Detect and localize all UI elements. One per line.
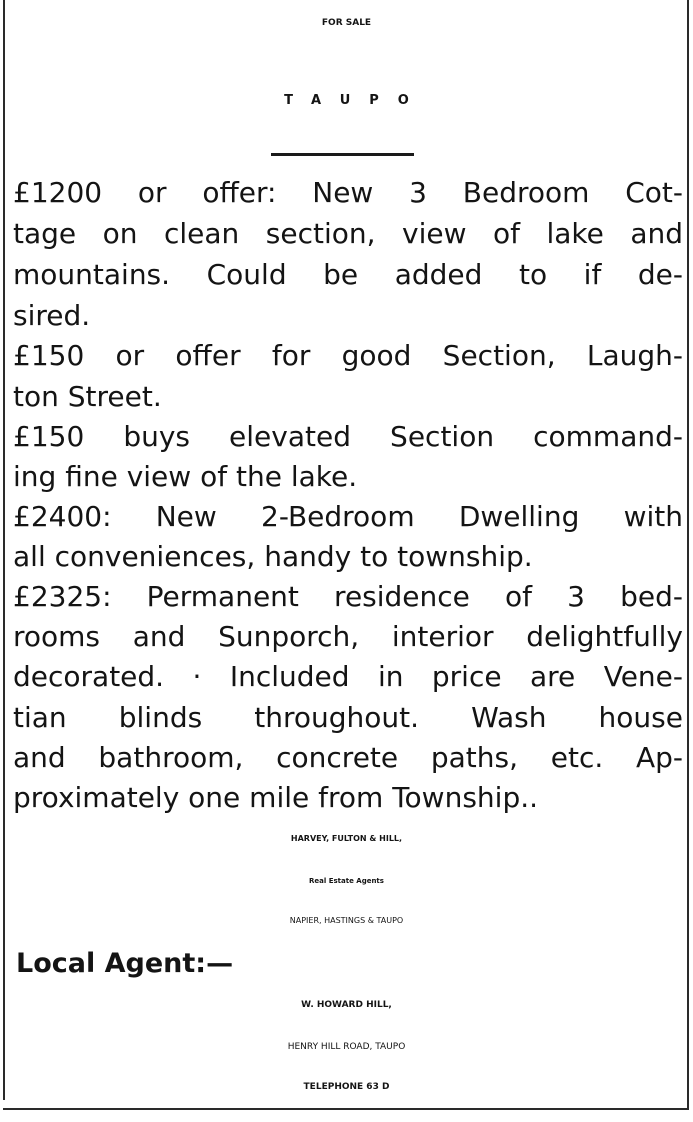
listing-line: and bathroom, concrete paths, etc. Ap- bbox=[13, 741, 683, 774]
listing-line: ing fine view of the lake. bbox=[13, 460, 358, 493]
listing-line: £150 or offer for good Section, Laugh- bbox=[13, 339, 683, 372]
listing-line: £2400: New 2-Bedroom Dwelling with bbox=[13, 500, 683, 533]
agency-type: Real Estate Agents bbox=[309, 877, 384, 885]
local-agent-label: Local Agent:— bbox=[16, 948, 234, 979]
local-agent-telephone: TELEPHONE 63 D bbox=[303, 1082, 390, 1092]
listing-line: £2325: Permanent residence of 3 bed- bbox=[13, 580, 683, 613]
local-agent-name: W. HOWARD HILL, bbox=[301, 1000, 392, 1010]
listing-line: all conveniences, handy to township. bbox=[13, 540, 533, 573]
agency-name: HARVEY, FULTON & HILL, bbox=[290, 834, 403, 843]
listing-line: sired. bbox=[13, 299, 91, 332]
ad-heading: FOR SALE bbox=[321, 18, 372, 28]
agency-towns: NAPIER, HASTINGS & TAUPO bbox=[289, 916, 404, 925]
listing-line: decorated. · Included in price are Vene- bbox=[13, 660, 683, 693]
listing-line: £1200 or offer: New 3 Bedroom Cot- bbox=[13, 176, 683, 209]
listing-line: rooms and Sunporch, interior delightfully bbox=[13, 620, 683, 653]
bottom-border-rule bbox=[3, 1108, 689, 1110]
listing-line: £150 buys elevated Section command- bbox=[13, 420, 683, 453]
title-underline-rule bbox=[271, 153, 414, 156]
listing-line: tage on clean section, view of lake and bbox=[13, 217, 683, 250]
right-border-rule bbox=[687, 0, 689, 1110]
listing-line: mountains. Could be added to if de- bbox=[13, 258, 683, 291]
listing-line: proximately one mile from Township.. bbox=[13, 781, 539, 814]
listing-line: ton Street. bbox=[13, 380, 162, 413]
listing-line: tian blinds throughout. Wash house bbox=[13, 701, 683, 734]
local-agent-address: HENRY HILL ROAD, TAUPO bbox=[287, 1042, 406, 1052]
ad-town-title: TAUPO bbox=[284, 93, 428, 108]
